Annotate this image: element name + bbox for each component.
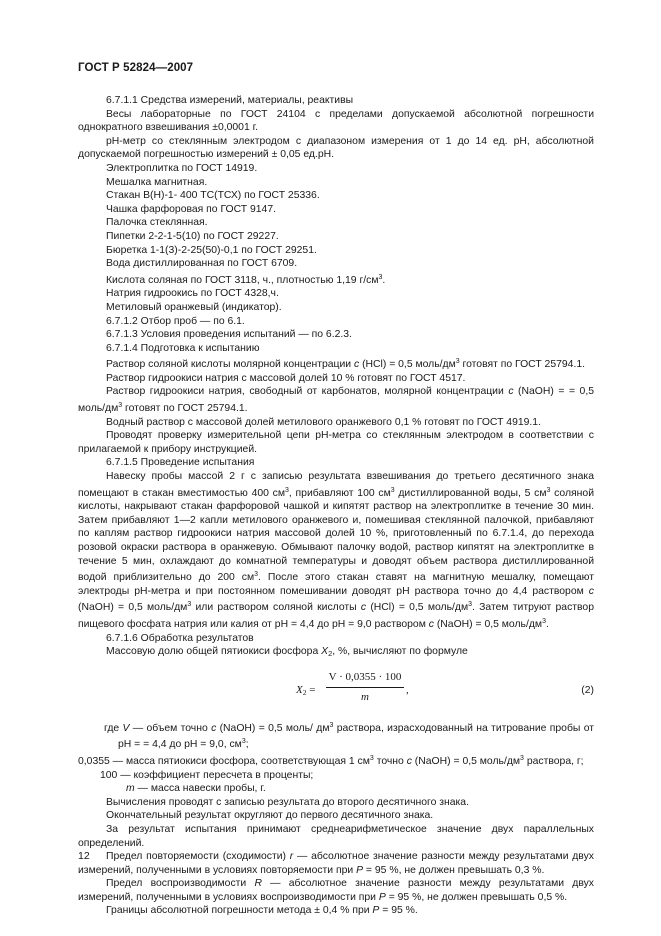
equation-number: (2) xyxy=(581,684,594,696)
legend-m: m — масса навески пробы, г. xyxy=(126,783,266,795)
equipment-item: Весы лабораторные по ГОСТ 24104 с пределами допускаемой абсолютной погрешности однократного взвешивания ±0,0001 г. xyxy=(78,108,594,134)
formula-numerator: V · 0,0355 · 100 xyxy=(328,670,402,683)
equipment-item: Чашка фарфоровая по ГОСТ 9147. xyxy=(106,203,276,215)
mass-fraction-intro: Массовую долю общей пятиокиси фосфора $X_2$, %, вычисляют по формуле xyxy=(106,646,468,659)
formula-denominator: m xyxy=(361,690,369,703)
result-definition: За результат испытания принимают среднеарифметическое значение двух параллельных определений. xyxy=(78,823,594,849)
section-heading-6-7-1-6: 6.7.1.6 Обработка результатов xyxy=(106,632,254,644)
equipment-item: pH-метр со стеклянным электродом с диапазоном измерения от 1 до 14 ед. pH, абсолютной допускаемой погрешностью измерений ± 0,05 ед.pH. xyxy=(78,135,594,161)
fraction-bar xyxy=(326,687,404,688)
section-heading-6-7-1-3: 6.7.1.3 Условия проведения испытаний — по 6.2.3. xyxy=(106,329,352,341)
equipment-item-acid: Кислота соляная по ГОСТ 3118, ч., плотностью 1,19 $г/см^3$. xyxy=(106,273,386,286)
reproducibility-limit: Предел воспроизводимости R — абсолютное значение разности между результатами двух измерений, полученными в условиях воспроизводимости при P = 95 %, не должен превышать 0,5 %. xyxy=(78,878,595,903)
equipment-item: Натрия гидроокись по ГОСТ 4328,ч. xyxy=(106,288,279,300)
standard-header: ГОСТ Р 52824—2007 xyxy=(78,62,194,74)
prep-ph-check: Проводят проверку измерительной цепи pH-метра со стеклянным электродом в соответствии с прилагаемой к прибору инструкцией. xyxy=(78,430,594,455)
prep-naoh-10: Раствор гидроокиси натрия с массовой долей 10 % готовят по ГОСТ 4517. xyxy=(106,372,466,384)
section-heading-6-7-1-1: 6.7.1.1 Средства измерений, материалы, реактивы xyxy=(106,95,354,106)
error-bounds: Границы абсолютной погрешности метода ± 0,4 % при P = 95 %. xyxy=(106,905,418,917)
formula-comma: , xyxy=(406,683,409,696)
prep-hcl: Раствор соляной кислоты молярной концентрации c (HCl) = 0,5 моль/$дм^3$ готовят по ГОСТ 25794.1. xyxy=(106,358,586,371)
equipment-item: Стакан В(Н)-1- 400 ТС(ТСХ) по ГОСТ 25336. xyxy=(106,190,320,202)
formula-fraction xyxy=(326,671,404,705)
page-number: 12 xyxy=(78,850,90,862)
final-rounding: Окончательный результат округляют до первого десятичного знака. xyxy=(106,810,434,822)
equipment-item: Пипетки 2-2-1-5(10) по ГОСТ 29227. xyxy=(106,230,279,242)
section-heading-6-7-1-2: 6.7.1.2 Отбор проб — по 6.1. xyxy=(106,315,245,327)
equipment-item: Мешалка магнитная. xyxy=(106,176,208,188)
repeatability-limit: Предел повторяемости (сходимости) r — абсолютное значение разности между результатами двух измерений, полученными в условиях повторяемости при P = 95 %, не должен превышать 0,3 %. xyxy=(78,851,594,876)
equipment-item: Метиловый оранжевый (индикатор). xyxy=(106,301,282,313)
prep-methyl-orange: Водный раствор с массовой долей метилового оранжевого 0,1 % готовят по ГОСТ 4919.1. xyxy=(106,416,541,428)
formula-legend xyxy=(78,719,594,796)
calc-precision: Вычисления проводят с записью результата до второго десятичного знака. xyxy=(106,796,469,808)
formula-2 xyxy=(78,667,594,715)
formula-lhs: $X_2$ = xyxy=(296,683,316,697)
section-heading-6-7-1-5: 6.7.1.5 Проведение испытания xyxy=(106,457,255,469)
legend-100: 100 — коэффициент пересчета в проценты; xyxy=(100,769,314,781)
equipment-item: Электроплитка по ГОСТ 14919. xyxy=(106,162,258,174)
document-body xyxy=(78,94,594,918)
procedure-paragraph: Навеску пробы массой 2 г с записью результата взвешивания до третьего десятичного знака помещают в стакан вместимостью 400 $см^3$, прибавляют 100 $см^3$ дистиллированной воды, 5 $см^3$ соляной кислоты, накрывают стакан фарфоровой чашкой и кипятят раствор на электроплитке в течение 30 мин. Затем прибавляют 1—2 капли метилового оранжевого и, помешивая стеклянной палочкой, прибавляют по каплям раствор гидроокиси натрия массовой долей 10 %, приготовленный по 6.7.1.4, до перехода розовой окраски раствора в оранжевую. Обмывают палочку водой, раствор кипятят на электроплитке в течение 5 мин, охлаждают до комнатной температуры и доводят объем раствора дистиллированной водой приблизительно до 200 $см^3$. После этого стакан ставят на магнитную мешалку, помещают электроды pH-метра и при постоянном помешивании доводят pH раствора точно до 4,4 раствором c (NaOH) = 0,5 моль/$дм^3$ или раствором соляной кислоты c (HCl) = 0,5 моль/$дм^3$. Затем титруют раствор пищевого фосфата натрия или калия от pH = 4,4 до pH = 9,0 раствором c (NaOH) = 0,5 моль/$дм^3$. xyxy=(78,471,594,630)
section-heading-6-7-1-4: 6.7.1.4 Подготовка к испытанию xyxy=(106,342,260,354)
equipment-item: Вода дистиллированная по ГОСТ 6709. xyxy=(106,258,298,270)
equipment-item: Палочка стеклянная. xyxy=(106,217,208,229)
legend-v: где V — объем точно c (NaOH) = 0,5 моль/ $дм^3$ раствора, израсходованный на титрование пробы от pH = = 4,4 до pH = 9,0, $см^3$; xyxy=(104,721,595,751)
prep-naoh-free: Раствор гидроокиси натрия, свободный от карбонатов, молярной концентрации c (NaOH) = = 0,5 моль/$дм^3$ готовят по ГОСТ 25794.1. xyxy=(78,386,594,415)
equipment-item: Бюретка 1-1(3)-2-25(50)-0,1 по ГОСТ 29251. xyxy=(106,244,317,256)
legend-0-0355: 0,0355 — масса пятиокиси фосфора, соответствующая 1 $см^3$ точно c (NaOH) = 0,5 моль/$дм^3$ раствора, г; xyxy=(78,754,584,767)
